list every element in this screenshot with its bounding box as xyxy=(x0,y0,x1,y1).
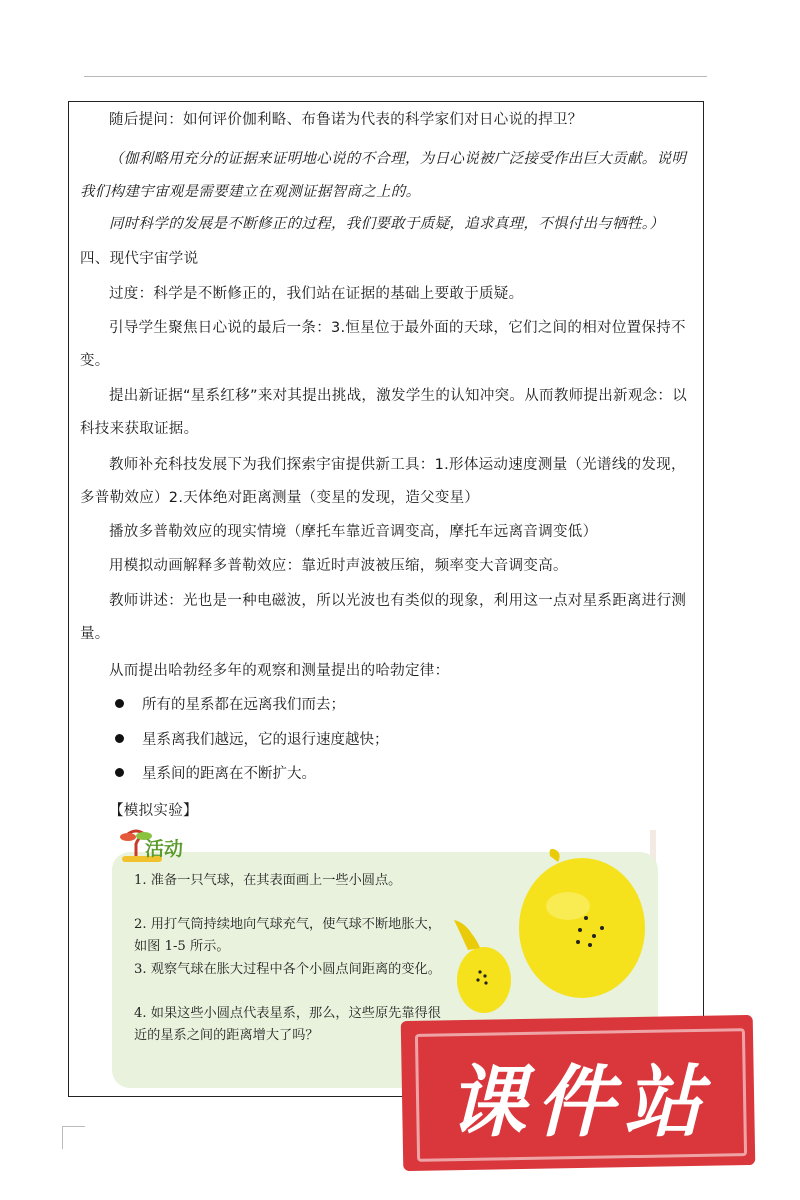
balloon-illustration xyxy=(450,848,660,1028)
paragraph-transition: 过度：科学是不断修正的，我们站在证据的基础上要敢于质疑。 xyxy=(109,286,524,302)
section-heading: 四、现代宇宙学说 xyxy=(80,251,199,267)
question-text: 随后提问：如何评价伽利略、布鲁诺为代表的科学家们对日心说的捍卫？ xyxy=(109,112,583,128)
paragraph-focus: 引导学生聚焦日心说的最后一条：3.恒星位于最外面的天球，它们之间的相对位置保持不变。 xyxy=(80,320,686,369)
watermark-text: 课件站 xyxy=(447,1058,712,1148)
bullet-icon xyxy=(115,699,124,708)
activity-step-4: 4. 如果这些小圆点代表星系，那么，这些原先靠得很近的星系之间的距离增大了吗？ xyxy=(134,1006,441,1043)
margin-corner-mark xyxy=(62,1126,85,1149)
paragraph-doppler-video: 播放多普勒效应的现实情境（摩托车靠近音调变高，摩托车远离音调变低） xyxy=(109,524,598,540)
paragraph-new-tools: 教师补充科技发展下为我们探索宇宙提供新工具：1.形体运动速度测量（光谱线的发现，多普勒效应）2.天体绝对距离测量（变星的发现，造父变星） xyxy=(80,457,686,506)
bullet-icon xyxy=(115,768,124,777)
paragraph-light-wave: 教师讲述：光也是一种电磁波，所以光波也有类似的现象，利用这一点对星系距离进行测量。 xyxy=(80,593,687,642)
paragraph-new-evidence: 提出新证据“星系红移”来对其提出挑战，激发学生的认知冲突。从而教师提出新观念：以科技来获取证据。 xyxy=(80,388,688,437)
bullet-icon xyxy=(115,734,124,743)
paragraph-doppler-animation: 用模拟动画解释多普勒效应：靠近时声波被压缩，频率变大音调变高。 xyxy=(109,558,568,574)
list-item: 星系离我们越远，它的退行速度越快； xyxy=(115,725,389,755)
answer-text-1: （伽利略用充分的证据来证明地心说的不合理，为日心说被广泛接受作出巨大贡献。说明我们构建宇宙观是需要建立在观测证据智商之上的。 xyxy=(80,151,687,200)
list-item: 星系间的距离在不断扩大。 xyxy=(115,759,316,789)
activity-step-1: 1. 准备一只气球，在其表面画上一些小圆点。 xyxy=(134,873,402,888)
activity-step-2: 2. 用打气筒持续地向气球充气，使气球不断地胀大，如图 1-5 所示。 xyxy=(134,917,441,954)
list-item: 所有的星系都在远离我们而去； xyxy=(115,690,345,720)
paragraph-hubble-law: 从而提出哈勃经多年的观察和测量提出的哈勃定律： xyxy=(109,663,450,679)
activity-title: 活动 xyxy=(145,838,184,860)
activity-step-3: 3. 观察气球在胀大过程中各个小圆点间距离的变化。 xyxy=(134,962,441,977)
header-rule xyxy=(84,76,707,77)
experiment-label: 【模拟实验】 xyxy=(109,803,198,819)
answer-text-2: 同时科学的发展是不断修正的过程，我们要敢于质疑，追求真理，不惧付出与牺牲。） xyxy=(109,216,665,232)
